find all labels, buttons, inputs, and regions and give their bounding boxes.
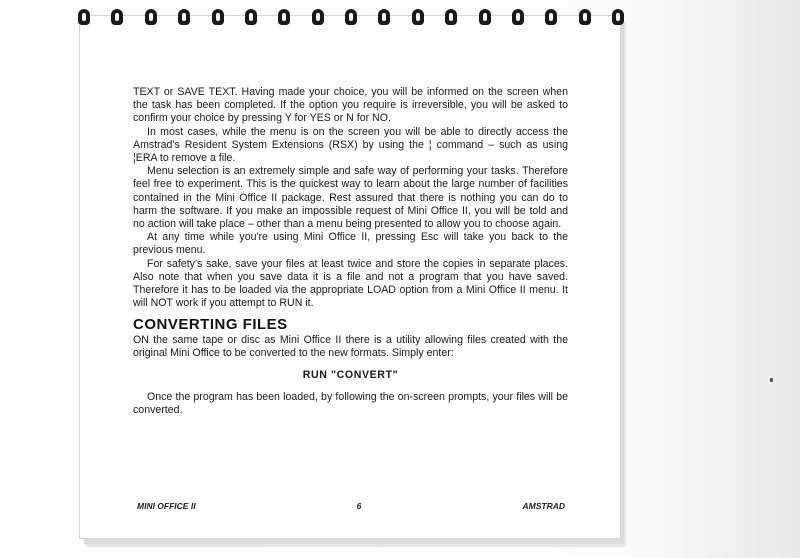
binding-ring-icon (612, 9, 624, 25)
section-heading: CONVERTING FILES (133, 316, 288, 334)
binding-ring-icon (545, 9, 557, 25)
binding-ring-icon (579, 9, 591, 25)
page-footer (137, 501, 565, 511)
paragraph-intro-4: At any time while you're using Mini Office II, pressing Esc will take you back to the previous menu. (133, 231, 568, 257)
binding-ring-icon (278, 9, 290, 25)
binding-ring-icon (78, 9, 90, 25)
binding-ring-icon (445, 9, 457, 25)
paragraph-intro-5: For safety's sake, save your files at least twice and store the copies in separate places. Also note that when you save data it is a file and not a program that you have saved. Therefore it has to be loaded via the appropriate LOAD option from a Mini Office II menu. It will NOT work if you attempt to RUN it. (133, 257, 568, 310)
binding-ring-icon (145, 9, 157, 25)
binding-ring-icon (312, 9, 324, 25)
command-line: RUN "CONVERT" (302, 369, 399, 382)
binding-ring-icon (111, 9, 123, 25)
binding-ring-icon (178, 9, 190, 25)
binding-ring-icon (378, 9, 390, 25)
binding-ring-icon (345, 9, 357, 25)
manual-page (80, 16, 620, 538)
footer-title: MINI OFFICE II (137, 501, 196, 511)
binding-ring-icon (212, 9, 224, 25)
closing-paragraph: Once the program has been loaded, by following the on-screen prompts, your files will be converted. (133, 391, 568, 417)
section-paragraph: ON the same tape or disc as Mini Office II there is a utility allowing files created with the original Mini Office to be converted to the new formats. Simply enter: (133, 333, 568, 359)
paper-speck (770, 378, 773, 382)
spiral-binding (78, 6, 624, 28)
footer-brand: AMSTRAD (522, 501, 565, 511)
binding-ring-icon (412, 9, 424, 25)
page-body (133, 86, 568, 418)
page-number: 6 (356, 501, 362, 511)
binding-ring-icon (245, 9, 257, 25)
paragraph-intro-2: In most cases, while the menu is on the screen you will be able to directly access the Amstrad's Resident System Extensions (RSX) by using the ¦ command – such as using ¦ERA to remove a file. (133, 125, 568, 165)
binding-ring-icon (479, 9, 491, 25)
paragraph-intro-3: Menu selection is an extremely simple and safe way of performing your tasks. Therefore feel free to experiment. This is the quickest way to learn about the large number of facilities contained in the Mini Office II package. Rest assured that there is nothing you can do to harm the software. If you make an impossible request of Mini Office II, you will be told and no action will take place – other than a menu being presented to allow you to choose again. (133, 165, 568, 231)
paragraph-intro-1: TEXT or SAVE TEXT. Having made your choice, you will be informed on the screen when the task has been completed. If the option you require is irreversible, you will be asked to confirm your choice by pressing Y for YES or N for NO. (133, 86, 568, 125)
binding-ring-icon (512, 9, 524, 25)
